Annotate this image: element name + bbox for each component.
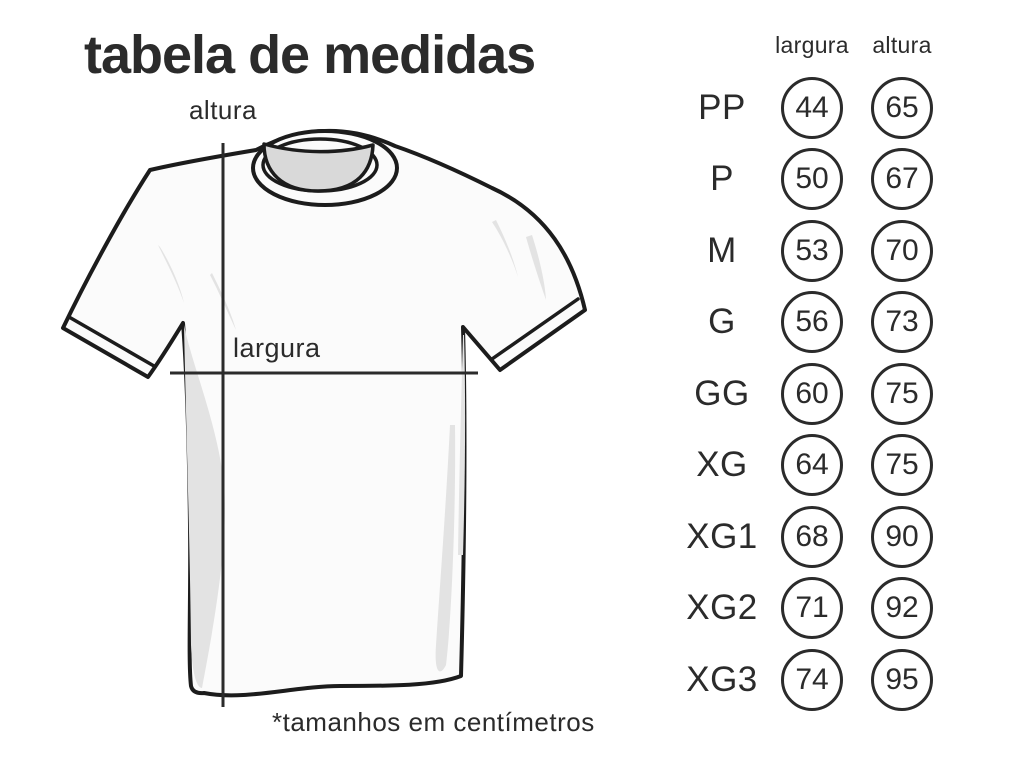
units-footnote: *tamanhos em centímetros (272, 707, 595, 737)
largura-value: 71 (795, 591, 829, 625)
table-row (677, 501, 947, 573)
size-label: P (710, 159, 734, 199)
largura-value-circle (781, 363, 843, 425)
largura-value-circle (781, 434, 843, 496)
page-title: tabela de medidas (84, 25, 536, 85)
altura-value-circle (871, 148, 933, 210)
largura-value: 56 (795, 305, 829, 339)
largura-value: 44 (795, 90, 829, 124)
altura-value-circle (871, 434, 933, 496)
largura-value: 53 (795, 233, 829, 267)
largura-value-circle (781, 649, 843, 711)
table-row (677, 215, 947, 287)
table-row (677, 72, 947, 144)
altura-value-circle (871, 506, 933, 568)
altura-value: 75 (885, 376, 919, 410)
largura-value: 50 (795, 162, 829, 196)
table-row (677, 644, 947, 716)
largura-label: largura (233, 333, 321, 363)
altura-value: 73 (885, 305, 919, 339)
size-label: XG (696, 445, 748, 485)
size-table (677, 18, 947, 716)
altura-value: 70 (885, 233, 919, 267)
altura-value: 75 (885, 448, 919, 482)
size-label: PP (698, 87, 746, 127)
size-label: XG3 (686, 659, 758, 699)
column-header-largura: largura (775, 31, 849, 58)
altura-value: 65 (885, 90, 919, 124)
altura-value-circle (871, 363, 933, 425)
table-row (677, 573, 947, 645)
tshirt-drawing (50, 125, 610, 725)
size-label: G (708, 302, 736, 342)
altura-value: 67 (885, 162, 919, 196)
altura-value-circle (871, 291, 933, 353)
altura-value: 90 (885, 519, 919, 553)
table-row (677, 287, 947, 359)
size-label: M (707, 230, 737, 270)
largura-value-circle (781, 506, 843, 568)
largura-value: 64 (795, 448, 829, 482)
altura-label: altura (188, 95, 258, 125)
size-table-header (677, 18, 947, 72)
largura-value-circle (781, 220, 843, 282)
largura-value-circle (781, 77, 843, 139)
tshirt-body-outline (63, 131, 585, 695)
altura-value: 92 (885, 591, 919, 625)
table-row (677, 144, 947, 216)
altura-value-circle (871, 577, 933, 639)
column-header-altura: altura (872, 31, 932, 58)
largura-value: 60 (795, 376, 829, 410)
altura-value-circle (871, 649, 933, 711)
table-row (677, 430, 947, 502)
size-label: XG2 (686, 588, 758, 628)
largura-value-circle (781, 577, 843, 639)
largura-value: 68 (795, 519, 829, 553)
altura-value-circle (871, 77, 933, 139)
largura-value: 74 (795, 662, 829, 696)
size-label: GG (694, 373, 750, 413)
altura-value: 95 (885, 662, 919, 696)
altura-value-circle (871, 220, 933, 282)
largura-value-circle (781, 291, 843, 353)
size-label: XG1 (686, 516, 758, 556)
largura-value-circle (781, 148, 843, 210)
table-row (677, 358, 947, 430)
